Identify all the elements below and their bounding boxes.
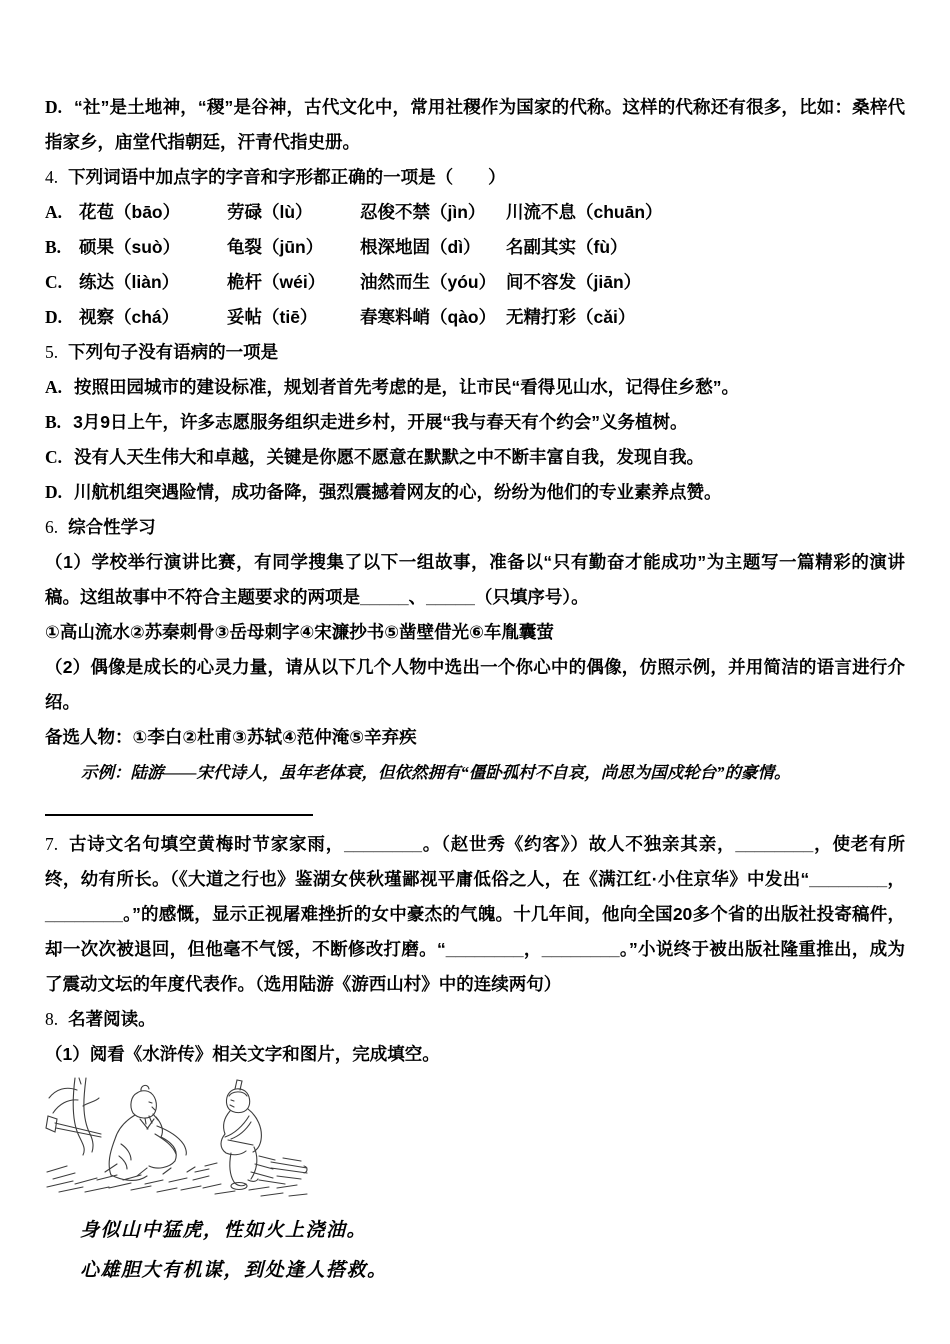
verse-line-2: 心雄胆大有机谋，到处逢人搭救。 (80, 1260, 388, 1281)
question-text: 古诗文名句填空黄梅时节家家雨，________。（赵世秀《约客》）故人不独亲其亲，________，使老有所终，幼有所长。（《大道之行也》鉴湖女侠秋瑾鄙视平庸低俗之人，在《满江红·小住京华》中发出“________，________。”的感慨，显示正视屠难挫折的女中豪杰的气魄。十几年间，他向全国20多个省的出版社投寄稿件，却一次次被退回，但他毫不气馁，不断修改打磨。“________，________。”小说终于被出版社隆重推出，成为了震动文坛的年度代表作。（选用陆游《游西山村》中的连续两句） (45, 834, 905, 994)
option-label: A. (45, 202, 63, 222)
option-word: 春寒料峭（qào） (360, 307, 497, 327)
q4-option-row-a (45, 195, 905, 230)
option-word: 无精打彩（cǎi） (506, 307, 636, 327)
option-word: 油然而生（yóu） (360, 272, 497, 292)
q5-option-b (45, 405, 905, 440)
option-text: 没有人天生伟大和卓越，关键是你愿不愿意在默默之中不断丰富自我，发现自我。 (74, 447, 705, 467)
q6-example-text: 示例：陆游——宋代诗人，虽年老体衰，但依然拥有“僵卧孤村不自哀，尚思为国戍轮台”的豪情。 (81, 763, 791, 782)
option-label: A. (45, 377, 63, 397)
q4-option-row-b (45, 230, 905, 265)
option-word: 名副其实（fù） (506, 237, 628, 257)
option-word: 花苞（bāo） (79, 202, 181, 222)
q6-stories-list: ①高山流水②苏秦刺骨③岳母刺字④宋濂抄书⑤凿壁借光⑥车胤囊萤 (45, 622, 554, 642)
q7-paragraph (45, 827, 905, 1002)
option-word: 根深地固（dì） (360, 237, 481, 257)
question-number: 6. (45, 517, 59, 537)
option-word: 桅杆（wéi） (227, 272, 326, 292)
option-word: 硕果（suò） (79, 237, 181, 257)
option-d-continuation (45, 90, 905, 160)
option-text: 按照田园城市的建设标准，规划者首先考虑的是，让市民“看得见山水，记得住乡愁”。 (74, 377, 740, 397)
question-title: 综合性学习 (68, 517, 156, 537)
option-word: 忍俊不禁（jìn） (360, 202, 486, 222)
question-title: 名著阅读。 (68, 1009, 156, 1029)
option-text: “社”是土地神，“稷”是谷神，古代文化中，常用社稷作为国家的代称。这样的代称还有很多，比如：桑梓代指家乡，庙堂代指朝廷，汗青代指史册。 (45, 97, 905, 152)
option-label: B. (45, 237, 62, 257)
q4-stem (45, 160, 905, 195)
question-number: 7. (45, 834, 59, 854)
question-number: 8. (45, 1009, 59, 1029)
question-number: 4. (45, 167, 59, 187)
question-number: 5. (45, 342, 59, 362)
option-word: 练达（liàn） (79, 272, 180, 292)
option-word: 妥帖（tiē） (227, 307, 318, 327)
q6-candidates-list: 备选人物：①李白②杜甫③苏轼④范仲淹⑤辛弃疾 (45, 727, 417, 747)
option-word: 劳碌（lù） (227, 202, 313, 222)
q8-title (45, 1002, 905, 1037)
q4-option-row-d (45, 300, 905, 335)
verse-line-1: 身似山中猛虎，性如火上浇油。 (80, 1220, 368, 1241)
option-label: D. (45, 482, 63, 502)
option-label: D. (45, 307, 63, 327)
q5-option-c (45, 440, 905, 475)
q4-option-row-c (45, 265, 905, 300)
q8-part1-text: （1）阅看《水浒传》相关文字和图片，完成填空。 (45, 1044, 440, 1064)
q6-title (45, 510, 905, 545)
option-label: C. (45, 447, 63, 467)
option-word: 龟裂（jūn） (227, 237, 324, 257)
option-label: B. (45, 412, 62, 432)
option-label: C. (45, 272, 63, 292)
q6-part1-text: （1）学校举行演讲比赛，有同学搜集了以下一组故事，准备以“只有勤奋才能成功”为主题写一篇精彩的演讲稿。这组故事中不符合主题要求的两项是_____、_____（只填序号）。 (45, 552, 905, 607)
q5-option-d (45, 475, 905, 510)
option-text: 3月9日上午，许多志愿服务组织走进乡村，开展“我与春天有个约会”义务植树。 (73, 412, 688, 432)
q6-part2-text: （2）偶像是成长的心灵力量，请从以下几个人物中选出一个你心中的偶像，仿照示例，并用简洁的语言进行介绍。 (45, 657, 905, 712)
q5-option-a (45, 370, 905, 405)
question-stem: 下列句子没有语病的一项是 (68, 342, 279, 362)
option-label: D. (45, 97, 63, 117)
water-margin-illustration (45, 1076, 310, 1201)
option-word: 间不容发（jiān） (506, 272, 642, 292)
question-stem: 下列词语中加点字的字音和字形都正确的一项是（ ） (68, 167, 506, 187)
option-text: 川航机组突遇险情，成功备降，强烈震撼着网友的心，纷纷为他们的专业素养点赞。 (74, 482, 722, 502)
q5-stem (45, 335, 905, 370)
answer-blank-line (45, 790, 313, 816)
option-word: 川流不息（chuān） (506, 202, 663, 222)
option-word: 视察（chá） (79, 307, 180, 327)
